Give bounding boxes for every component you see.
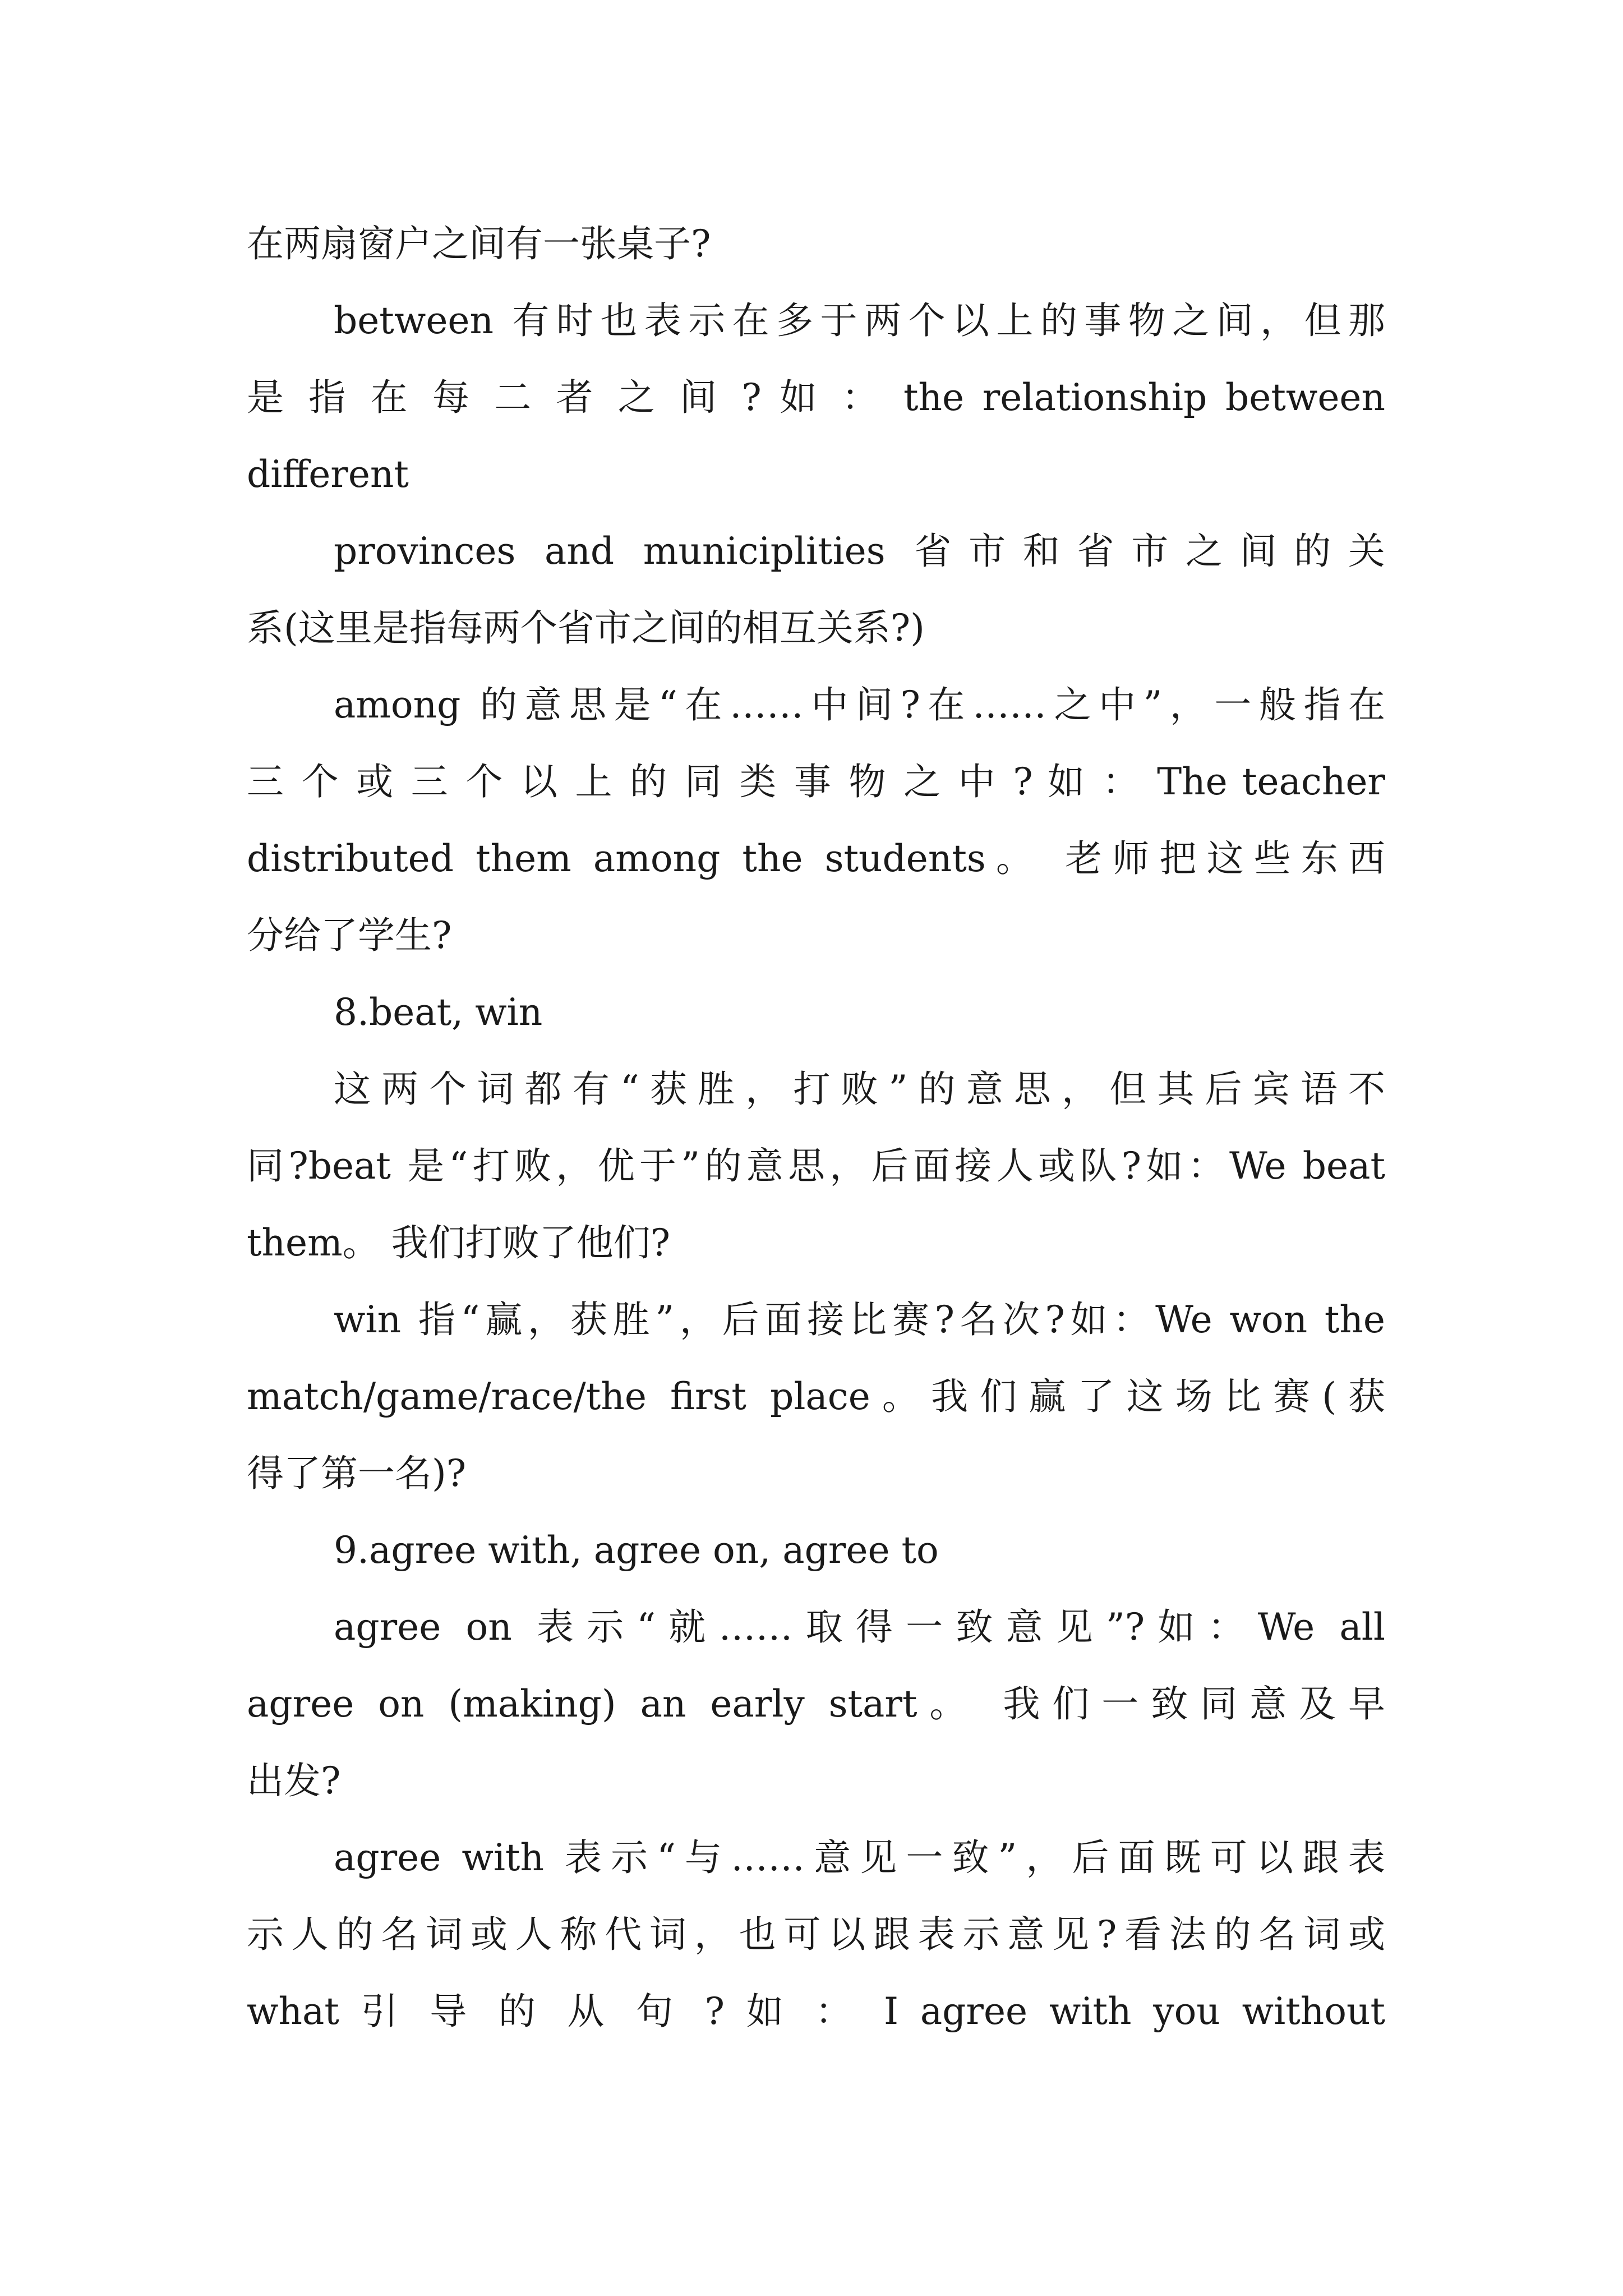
text-line-8: 三 个 或 三 个 以 上 的 同 类 事 物 之 中 ? 如 ： The teacher (247, 760, 1385, 803)
text-line-2: between 有时也表示在多于两个以上的事物之间，但那 (334, 299, 1385, 342)
text-line-22: agree with 表示“与……意见一致”，后面既可以跟表 (334, 1836, 1385, 1879)
section-heading-8: 8.beat, win (334, 991, 543, 1034)
text-line-24: what 引 导 的 从 句 ? 如 ： I agree with you without (247, 1990, 1385, 2033)
text-line-5: provinces and municiplities 省市和省市之间的关 (334, 530, 1385, 573)
text-line-12: 这两个词都有“获胜，打败”的意思，但其后宾语不 (334, 1068, 1385, 1111)
text-line-15: win 指“赢，获胜”，后面接比赛?名次?如：We won the (334, 1298, 1385, 1341)
text-line-9: distributed them among the students。 老师把这些东西 (247, 837, 1385, 880)
text-line-21: 出发? (247, 1759, 341, 1802)
text-line-3: 是 指 在 每 二 者 之 间 ? 如 ： the relationship between (247, 376, 1385, 419)
text-line-23: 示人的名词或人称代词，也可以跟表示意见?看法的名词或 (247, 1913, 1385, 1956)
text-line-20: agree on (making) an early start。 我们一致同意及早 (247, 1682, 1385, 1726)
text-line-16: match/game/race/the first place。我们赢了这场比赛(获 (247, 1375, 1385, 1418)
text-line-14: them。 我们打败了他们? (247, 1221, 671, 1264)
text-line-19: agree on 表示“就……取得一致意见”?如：We all (334, 1605, 1385, 1649)
text-line-6: 系(这里是指每两个省市之间的相互关系?) (247, 606, 925, 650)
section-heading-9: 9.agree with, agree on, agree to (334, 1529, 939, 1572)
text-line-1: 在两扇窗户之间有一张桌子? (247, 222, 711, 265)
text-line-7: among 的意思是“在……中间?在……之中”，一般指在 (334, 683, 1385, 726)
text-line-17: 得了第一名)? (247, 1452, 467, 1495)
text-line-13: 同?beat 是“打败，优于”的意思，后面接人或队?如：We beat (247, 1144, 1385, 1188)
text-line-10: 分给了学生? (247, 914, 452, 957)
text-line-4: different (247, 453, 409, 496)
